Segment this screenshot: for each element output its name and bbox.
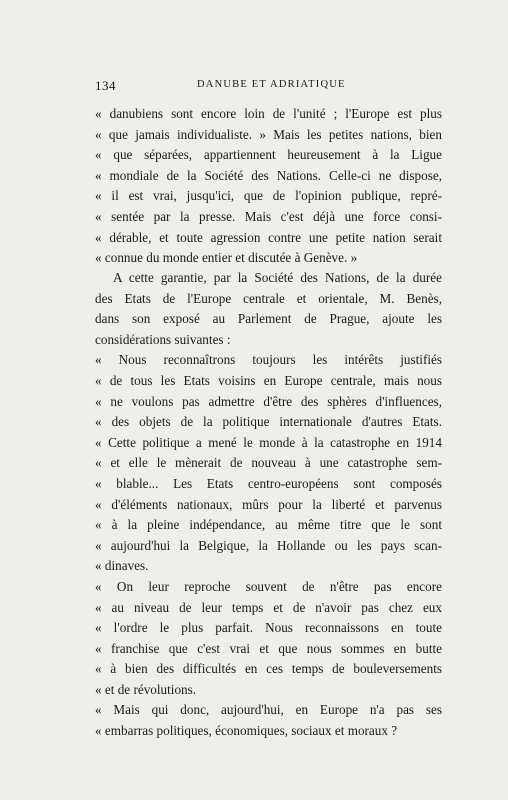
text-line: « Mais qui donc, aujourd'hui, en Europe n'a pas ses — [95, 702, 442, 718]
text-line: « et elle le mènerait de nouveau à une catastrophe sem- — [95, 455, 442, 471]
text-line: « On leur reproche souvent de n'être pas encore — [95, 578, 442, 594]
text-line: « de tous les Etats voisins en Europe centrale, mais nous — [95, 372, 442, 388]
text-line: « aujourd'hui la Belgique, la Hollande ou les pays scan- — [95, 537, 442, 553]
text-line: « que jamais individualiste. » Mais les petites nations, bien — [95, 126, 442, 142]
text-line: « à la pleine indépendance, au même titre que le sont — [95, 517, 442, 533]
text-line: « mondiale de la Société des Nations. Celle-ci ne dispose, — [95, 167, 442, 183]
text-line: des Etats de l'Europe centrale et orientale, M. Benès, — [95, 290, 442, 306]
text-line: « au niveau de leur temps et de n'avoir pas chez eux — [95, 599, 442, 615]
text-line: considérations suivantes : — [95, 331, 231, 347]
text-line: dans son exposé au Parlement de Prague, ajoute les — [95, 311, 442, 327]
text-line: « il est vrai, jusqu'ici, que de l'opinion publique, repré- — [95, 188, 442, 204]
quotation-paragraph — [95, 104, 442, 269]
body-text — [95, 268, 442, 742]
running-title: DANUBE ET ADRIATIQUE — [197, 79, 346, 90]
text-line: « dérable, et toute agression contre une petite nation serait — [95, 229, 442, 245]
text-line: « sentée par la presse. Mais c'est déjà une force consi- — [95, 208, 442, 224]
text-line: « ne voulons pas admettre d'être des sphères d'influences, — [95, 393, 442, 409]
text-line: « embarras politiques, économiques, sociaux et moraux ? — [95, 723, 398, 739]
text-line: « à bien des difficultés en ces temps de bouleversements — [95, 661, 442, 677]
text-line: « dinaves. — [95, 558, 149, 574]
text-line: « des objets de la politique internationale d'autres Etats. — [95, 414, 442, 430]
text-line: « et de révolutions. — [95, 681, 197, 697]
page-number: 134 — [95, 78, 116, 93]
text-line: « connue du monde entier et discutée à Genève. » — [95, 250, 358, 266]
text-line: « que séparées, appartiennent heureusement à la Ligue — [95, 147, 442, 163]
text-line: « Nous reconnaîtrons toujours les intérêts justifiés — [95, 352, 442, 368]
text-line: « franchise que c'est vrai et que nous sommes en butte — [95, 640, 442, 656]
text-line: « d'éléments nationaux, mûrs pour la liberté et parvenus — [95, 496, 442, 512]
text-line: « danubiens sont encore loin de l'unité ; l'Europe est plus — [95, 106, 442, 121]
text-line: « l'ordre le plus parfait. Nous reconnaissons en toute — [95, 620, 442, 636]
text-line: « Cette politique a mené le monde à la catastrophe en 1914 — [95, 434, 442, 450]
text-line: « blable... Les Etats centro-européens sont composés — [95, 475, 442, 491]
text-line: A cette garantie, par la Société des Nations, de la durée — [113, 270, 442, 285]
